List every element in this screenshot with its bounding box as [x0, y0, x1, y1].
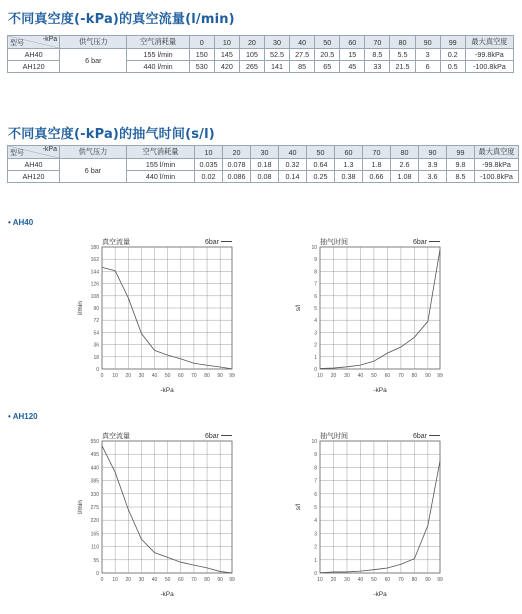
y-tick-label: 3 [314, 531, 317, 538]
y-tick-label: 0 [314, 367, 317, 373]
value-cell: 0.64 [307, 159, 335, 171]
value-cell: 33 [365, 61, 390, 73]
series-line [102, 267, 232, 369]
table-row [8, 159, 519, 171]
series-line [320, 461, 440, 573]
header-pressure: 供气压力 [60, 146, 127, 159]
x-tick-label: 90 [217, 577, 223, 583]
value-cell: 8.5 [447, 171, 475, 183]
x-tick-label: 99 [437, 577, 443, 583]
x-tick-label: 0 [100, 373, 104, 379]
y-tick-label: 0 [96, 367, 99, 373]
legend-label: 6bar [412, 239, 427, 246]
y-tick-label: 4 [314, 518, 317, 525]
chart-svg [62, 236, 242, 396]
value-cell: 20.5 [315, 49, 340, 61]
chart-svg [280, 236, 450, 396]
y-tick-label: 18 [93, 354, 99, 361]
legend-label: 6bar [204, 433, 219, 440]
x-axis-label: -kPa [373, 591, 387, 598]
x-tick-label: 99 [437, 373, 443, 379]
header-air: 空气消耗量 [127, 146, 195, 159]
value-cell: 52.5 [264, 49, 289, 61]
header-kpa: 60 [340, 36, 365, 49]
pressure-cell: 6 bar [60, 49, 127, 73]
header-kpa: 30 [251, 146, 279, 159]
header-kpa: 99 [447, 146, 475, 159]
y-tick-label: 8 [314, 269, 317, 276]
model-cell: AH40 [8, 159, 60, 171]
y-tick-label: 90 [93, 306, 99, 312]
evacuation-table-title: 不同真空度(-kPa)的抽气时间(s/l) [8, 127, 215, 142]
y-tick-label: 385 [90, 478, 99, 485]
chart-svg [62, 430, 242, 600]
y-tick-label: 330 [90, 491, 99, 498]
value-cell: 8.5 [365, 49, 390, 61]
x-tick-label: 70 [191, 373, 197, 379]
y-tick-label: 10 [311, 439, 317, 445]
y-tick-label: 2 [314, 544, 317, 551]
y-tick-label: 5 [314, 306, 317, 312]
value-cell: 0.14 [279, 171, 307, 183]
legend-label: 6bar [412, 433, 427, 440]
x-tick-label: 50 [371, 577, 377, 583]
value-cell: 265 [239, 61, 264, 73]
y-tick-label: 6 [314, 491, 317, 498]
y-axis-label: l/min [77, 500, 84, 514]
corner-kpa-label: -kPa [42, 146, 57, 153]
x-tick-label: 10 [317, 373, 323, 379]
value-cell: 0.25 [307, 171, 335, 183]
x-tick-label: 60 [178, 373, 184, 379]
corner-cell [8, 146, 60, 159]
x-tick-label: 80 [204, 577, 210, 583]
y-tick-label: 7 [314, 478, 317, 485]
header-kpa: 20 [223, 146, 251, 159]
ah40-evacuation-chart [280, 236, 450, 396]
header-pressure: 供气压力 [60, 36, 127, 49]
x-axis-label: -kPa [373, 387, 387, 394]
series-line [320, 249, 440, 368]
x-tick-label: 20 [125, 373, 132, 379]
y-tick-label: 6 [314, 293, 317, 300]
header-kpa: 10 [214, 36, 239, 49]
max-vacuum-cell: -100.8kPa [475, 171, 519, 183]
y-tick-label: 7 [314, 281, 317, 288]
air-cell: 440 l/min [127, 61, 189, 73]
value-cell: 3.6 [419, 171, 447, 183]
x-axis-label: -kPa [160, 591, 174, 598]
air-cell: 440 l/min [127, 171, 195, 183]
y-tick-label: 2 [314, 342, 317, 349]
y-tick-label: 5 [314, 505, 317, 511]
x-tick-label: 80 [204, 373, 210, 379]
y-tick-label: 10 [311, 245, 317, 251]
ah120-evacuation-chart [280, 430, 450, 600]
value-cell: 5.5 [390, 49, 415, 61]
value-cell: 65 [315, 61, 340, 73]
header-kpa: 60 [335, 146, 363, 159]
x-tick-label: 90 [425, 577, 431, 583]
x-tick-label: 0 [100, 577, 104, 583]
x-tick-label: 70 [398, 577, 404, 583]
y-tick-label: 1 [314, 354, 317, 361]
y-tick-label: 220 [90, 518, 99, 525]
corner-kpa-label: -kPa [42, 36, 58, 43]
header-kpa: 40 [290, 36, 315, 49]
header-kpa: 70 [365, 36, 390, 49]
y-tick-label: 4 [314, 318, 317, 325]
x-tick-label: 50 [164, 577, 171, 583]
y-tick-label: 440 [90, 465, 99, 472]
air-cell: 155 l/min [127, 49, 189, 61]
section-ah120-title: • AH120 [8, 412, 38, 421]
chart-svg [280, 430, 450, 600]
y-tick-label: 9 [314, 452, 317, 459]
value-cell: 420 [214, 61, 239, 73]
x-tick-label: 50 [371, 373, 377, 379]
value-cell: 1.08 [391, 171, 419, 183]
value-cell: 0.086 [223, 171, 251, 183]
x-tick-label: 80 [411, 577, 418, 583]
x-tick-label: 90 [217, 373, 223, 379]
value-cell: 2.6 [391, 159, 419, 171]
value-cell: 145 [214, 49, 239, 61]
y-axis-label: s/l [295, 304, 302, 312]
y-tick-label: 3 [314, 330, 317, 337]
y-axis-label: s/l [295, 503, 302, 511]
value-cell: 27.5 [290, 49, 315, 61]
table-header-row [8, 146, 519, 159]
value-cell: 0.5 [440, 61, 465, 73]
x-tick-label: 40 [151, 373, 158, 379]
value-cell: 3.9 [419, 159, 447, 171]
air-cell: 155 l/min [127, 159, 195, 171]
x-tick-label: 99 [229, 373, 235, 379]
value-cell: 0.078 [223, 159, 251, 171]
x-tick-label: 10 [112, 373, 118, 379]
corner-model-label: 型号 [10, 150, 24, 157]
series-line [102, 446, 232, 573]
x-tick-label: 70 [191, 577, 197, 583]
x-tick-label: 20 [330, 577, 337, 583]
y-tick-label: 36 [93, 342, 99, 349]
model-cell: AH120 [8, 61, 60, 73]
y-tick-label: 9 [314, 257, 317, 264]
evacuation-table [7, 145, 519, 183]
y-tick-label: 8 [314, 465, 317, 472]
value-cell: 85 [290, 61, 315, 73]
value-cell: 0.38 [335, 171, 363, 183]
x-tick-label: 99 [229, 577, 235, 583]
max-vacuum-cell: -100.8kPa [465, 61, 513, 73]
value-cell: 3 [415, 49, 440, 61]
table-row [8, 49, 514, 61]
value-cell: 45 [340, 61, 365, 73]
chart-title: 真空流量 [102, 239, 130, 246]
corner-model-label: 型号 [10, 40, 24, 47]
value-cell: 105 [239, 49, 264, 61]
header-kpa: 80 [390, 36, 415, 49]
value-cell: 0.32 [279, 159, 307, 171]
value-cell: 0.02 [195, 171, 223, 183]
header-kpa: 40 [279, 146, 307, 159]
header-kpa: 80 [391, 146, 419, 159]
x-tick-label: 10 [317, 577, 323, 583]
value-cell: 21.5 [390, 61, 415, 73]
chart-title: 抽气时间 [320, 239, 348, 246]
x-tick-label: 80 [411, 373, 418, 379]
x-tick-label: 20 [125, 577, 132, 583]
ah120-flow-chart [62, 430, 242, 600]
header-kpa: 70 [363, 146, 391, 159]
value-cell: 1.3 [335, 159, 363, 171]
y-tick-label: 162 [90, 257, 99, 264]
y-tick-label: 55 [93, 557, 99, 564]
y-tick-label: 72 [93, 318, 99, 325]
x-tick-label: 40 [357, 577, 364, 583]
table-header-row [8, 36, 514, 49]
header-kpa: 50 [315, 36, 340, 49]
y-axis-label: l/min [77, 301, 84, 315]
max-vacuum-cell: -99.8kPa [465, 49, 513, 61]
y-tick-label: 495 [90, 452, 99, 459]
header-kpa: 30 [264, 36, 289, 49]
y-tick-label: 144 [90, 269, 99, 276]
corner-cell [8, 36, 60, 49]
x-tick-label: 20 [330, 373, 337, 379]
y-tick-label: 275 [90, 505, 99, 511]
flow-table [7, 35, 514, 73]
y-tick-label: 0 [314, 571, 317, 577]
y-tick-label: 550 [90, 439, 99, 445]
x-axis-label: -kPa [160, 387, 174, 394]
x-tick-label: 60 [384, 577, 391, 583]
value-cell: 150 [189, 49, 214, 61]
y-tick-label: 1 [314, 557, 317, 564]
value-cell: 15 [340, 49, 365, 61]
header-kpa: 10 [195, 146, 223, 159]
header-kpa: 90 [419, 146, 447, 159]
value-cell: 530 [189, 61, 214, 73]
header-kpa: 50 [307, 146, 335, 159]
x-tick-label: 60 [384, 373, 391, 379]
y-tick-label: 54 [93, 330, 99, 337]
x-tick-label: 60 [178, 577, 184, 583]
pressure-cell: 6 bar [60, 159, 127, 183]
header-air: 空气消耗量 [127, 36, 189, 49]
y-tick-label: 126 [90, 281, 99, 288]
model-cell: AH120 [8, 171, 60, 183]
y-tick-label: 0 [96, 571, 99, 577]
model-cell: AH40 [8, 49, 60, 61]
chart-title: 真空流量 [102, 433, 130, 440]
value-cell: 9.8 [447, 159, 475, 171]
chart-title: 抽气时间 [320, 433, 348, 440]
section-ah40-title: • AH40 [8, 218, 34, 227]
x-tick-label: 30 [138, 577, 145, 583]
value-cell: 141 [264, 61, 289, 73]
x-tick-label: 90 [425, 373, 431, 379]
header-kpa: 0 [189, 36, 214, 49]
header-kpa: 90 [415, 36, 440, 49]
value-cell: 0.2 [440, 49, 465, 61]
y-tick-label: 110 [91, 544, 99, 551]
value-cell: 6 [415, 61, 440, 73]
x-tick-label: 30 [344, 373, 350, 379]
x-tick-label: 30 [344, 577, 350, 583]
flow-table-title: 不同真空度(-kPa)的真空流量(l/min) [8, 12, 235, 27]
x-tick-label: 50 [164, 373, 171, 379]
header-max-vacuum: 最大真空度 [465, 36, 513, 49]
x-tick-label: 40 [151, 577, 158, 583]
value-cell: 0.66 [363, 171, 391, 183]
x-tick-label: 30 [138, 373, 145, 379]
header-kpa: 20 [239, 36, 264, 49]
value-cell: 0.035 [195, 159, 223, 171]
header-kpa: 99 [440, 36, 465, 49]
value-cell: 1.8 [363, 159, 391, 171]
ah40-flow-chart [62, 236, 242, 396]
x-tick-label: 40 [357, 373, 364, 379]
value-cell: 0.18 [251, 159, 279, 171]
x-tick-label: 70 [398, 373, 404, 379]
legend-label: 6bar [204, 239, 219, 246]
y-tick-label: 165 [90, 531, 99, 538]
value-cell: 0.08 [251, 171, 279, 183]
header-max-vacuum: 最大真空度 [475, 146, 519, 159]
y-tick-label: 180 [90, 245, 99, 251]
y-tick-label: 108 [90, 293, 99, 300]
x-tick-label: 10 [112, 577, 118, 583]
max-vacuum-cell: -99.8kPa [475, 159, 519, 171]
